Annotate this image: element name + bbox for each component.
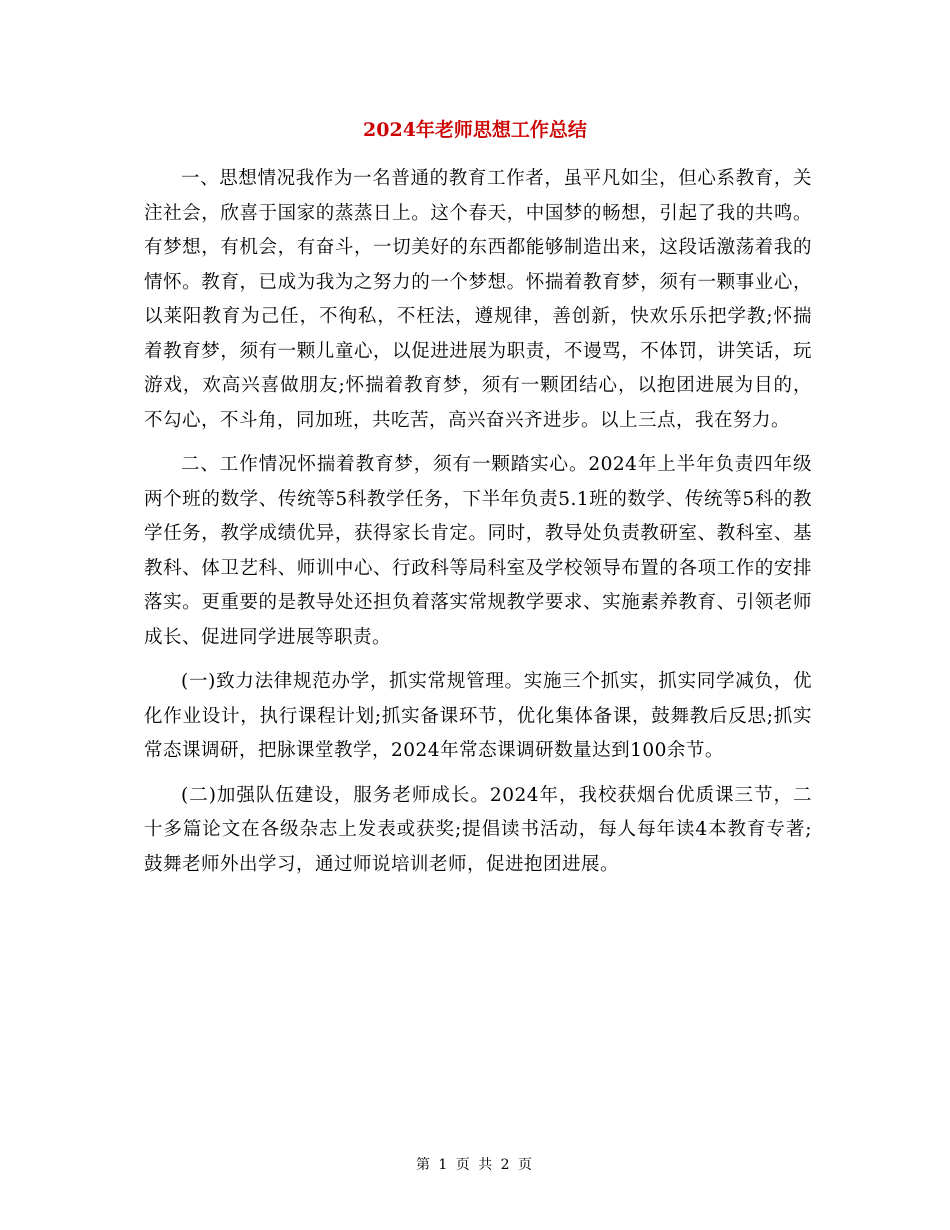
paragraph-team-building: (二)加强队伍建设，服务老师成长。2024年，我校获烟台优质课三节，二十多篇论文在各级杂志上发表或获奖;提倡读书活动，每人每年读4本教育专著;鼓舞老师外出学习，通过师说培训老师，促进抱团进展。 bbox=[144, 784, 812, 875]
page-footer: 第 1 页 共 2 页 bbox=[415, 1157, 535, 1173]
paragraph-thoughts: 一、思想情况我作为一名普通的教育工作者，虽平凡如尘，但心系教育，关注社会，欣喜于国家的蒸蒸日上。这个春天，中国梦的畅想，引起了我的共鸣。有梦想，有机会，有奋斗，一切美好的东西都能够制造出来，这段话激荡着我的情怀。教育，已成为我为之努力的一个梦想。怀揣着教育梦，须有一颗事业心，以莱阳教育为己任，不徇私，不枉法，遵规律，善创新，快欢乐乐把学教;怀揣着教育梦，须有一颗儿童心，以促进进展为职责，不谩骂，不体罚，讲笑话，玩游戏，欢高兴喜做朋友;怀揣着教育梦，须有一颗团结心，以抱团进展为目的，不勾心，不斗角，同加班，共吃苦，高兴奋兴齐进步。以上三点，我在努力。 bbox=[144, 168, 812, 431]
paragraph-work: 二、工作情况怀揣着教育梦，须有一颗踏实心。2024年上半年负责四年级两个班的数学、传统等5科教学任务，下半年负责5.1班的数学、传统等5科的教学任务，教学成绩优异，获得家长肯定。同时，教导处负责教研室、教科室、基教科、体卫艺科、师训中心、行政科等局科室及学校领导布置的各项工作的安排落实。更重要的是教导处还担负着落实常规教学要求、实施素养教育、引领老师成长、促进同学进展等职责。 bbox=[144, 454, 812, 648]
document-body bbox=[144, 162, 812, 892]
paragraph-management: (一)致力法律规范办学，抓实常规管理。实施三个抓实，抓实同学减负，优化作业设计，执行课程计划;抓实备课环节，优化集体备课，鼓舞教后反思;抓实常态课调研，把脉课堂教学，2024年常态课调研数量达到100余节。 bbox=[144, 671, 812, 761]
document-title: 2024年老师思想工作总结 bbox=[363, 119, 587, 141]
